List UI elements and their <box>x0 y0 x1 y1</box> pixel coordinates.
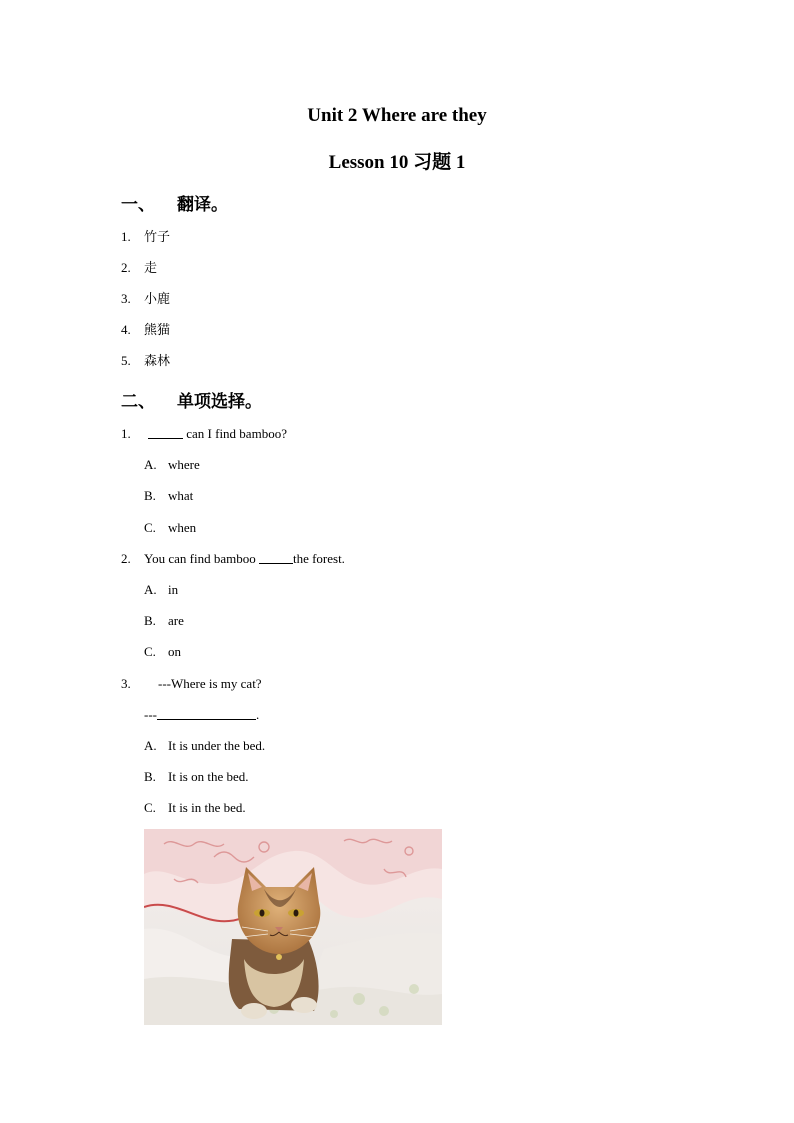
section-heading-translation <box>121 190 228 215</box>
list-item <box>121 260 157 277</box>
option-text: in <box>168 582 179 597</box>
option-letter: B. <box>144 769 156 784</box>
question-text: can I find bamboo? <box>183 426 287 441</box>
option-text: It is under the bed. <box>168 738 266 753</box>
item-number: 3. <box>121 291 131 306</box>
option-text: It is in the bed. <box>168 800 246 815</box>
option-text: are <box>168 613 184 628</box>
answer-blank[interactable] <box>148 426 183 439</box>
question-1 <box>121 426 287 442</box>
question-number: 1. <box>121 426 131 441</box>
option-letter: A. <box>144 738 157 753</box>
option-b[interactable] <box>144 613 184 629</box>
option-b[interactable] <box>144 488 193 504</box>
option-text: on <box>168 644 181 659</box>
section-number: 一、 <box>121 195 155 215</box>
answer-prefix: --- <box>144 707 157 722</box>
section-title: 翻译。 <box>177 195 228 215</box>
lesson-subtitle: Lesson 10 习题 1 <box>328 152 466 173</box>
answer-suffix: . <box>256 707 260 722</box>
item-text: 熊猫 <box>144 323 171 338</box>
option-text: when <box>168 520 197 535</box>
section-heading-multiple-choice <box>121 387 262 412</box>
question-number: 2. <box>121 551 131 566</box>
list-item <box>121 353 170 370</box>
option-letter: C. <box>144 644 156 659</box>
item-number: 5. <box>121 353 131 368</box>
answer-line <box>144 707 259 723</box>
item-number: 4. <box>121 322 131 337</box>
option-a[interactable] <box>144 738 265 754</box>
list-item <box>121 291 170 308</box>
item-number: 1. <box>121 229 131 244</box>
option-letter: B. <box>144 488 156 503</box>
question-2 <box>121 551 345 567</box>
item-text: 竹子 <box>144 230 171 245</box>
item-text: 森林 <box>144 354 171 369</box>
answer-blank[interactable] <box>259 551 293 564</box>
question-text: ---Where is my cat? <box>158 676 262 691</box>
option-c[interactable] <box>144 520 196 536</box>
item-text: 小鹿 <box>144 292 171 307</box>
list-item <box>121 322 170 339</box>
list-item <box>121 229 170 246</box>
answer-blank[interactable] <box>157 707 256 720</box>
option-a[interactable] <box>144 457 200 473</box>
section-title: 单项选择。 <box>177 392 262 412</box>
item-text: 走 <box>144 261 158 276</box>
question-text-end: the forest. <box>292 551 345 566</box>
option-letter: B. <box>144 613 156 628</box>
question-text: You can find bamboo <box>144 551 259 566</box>
option-letter: A. <box>144 457 157 472</box>
question-3 <box>121 676 262 692</box>
option-c[interactable] <box>144 644 181 660</box>
section-number: 二、 <box>121 392 155 412</box>
document-title: Unit 2 Where are they <box>307 105 487 126</box>
option-letter: C. <box>144 800 156 815</box>
option-text: what <box>168 488 194 503</box>
cat-photo <box>144 829 442 1025</box>
question-number: 3. <box>121 676 131 691</box>
option-c[interactable] <box>144 800 246 816</box>
option-text: It is on the bed. <box>168 769 249 784</box>
option-a[interactable] <box>144 582 178 598</box>
option-letter: A. <box>144 582 157 597</box>
option-b[interactable] <box>144 769 249 785</box>
option-text: where <box>168 457 200 472</box>
option-letter: C. <box>144 520 156 535</box>
cat-under-blanket-image <box>144 829 442 1025</box>
item-number: 2. <box>121 260 131 275</box>
